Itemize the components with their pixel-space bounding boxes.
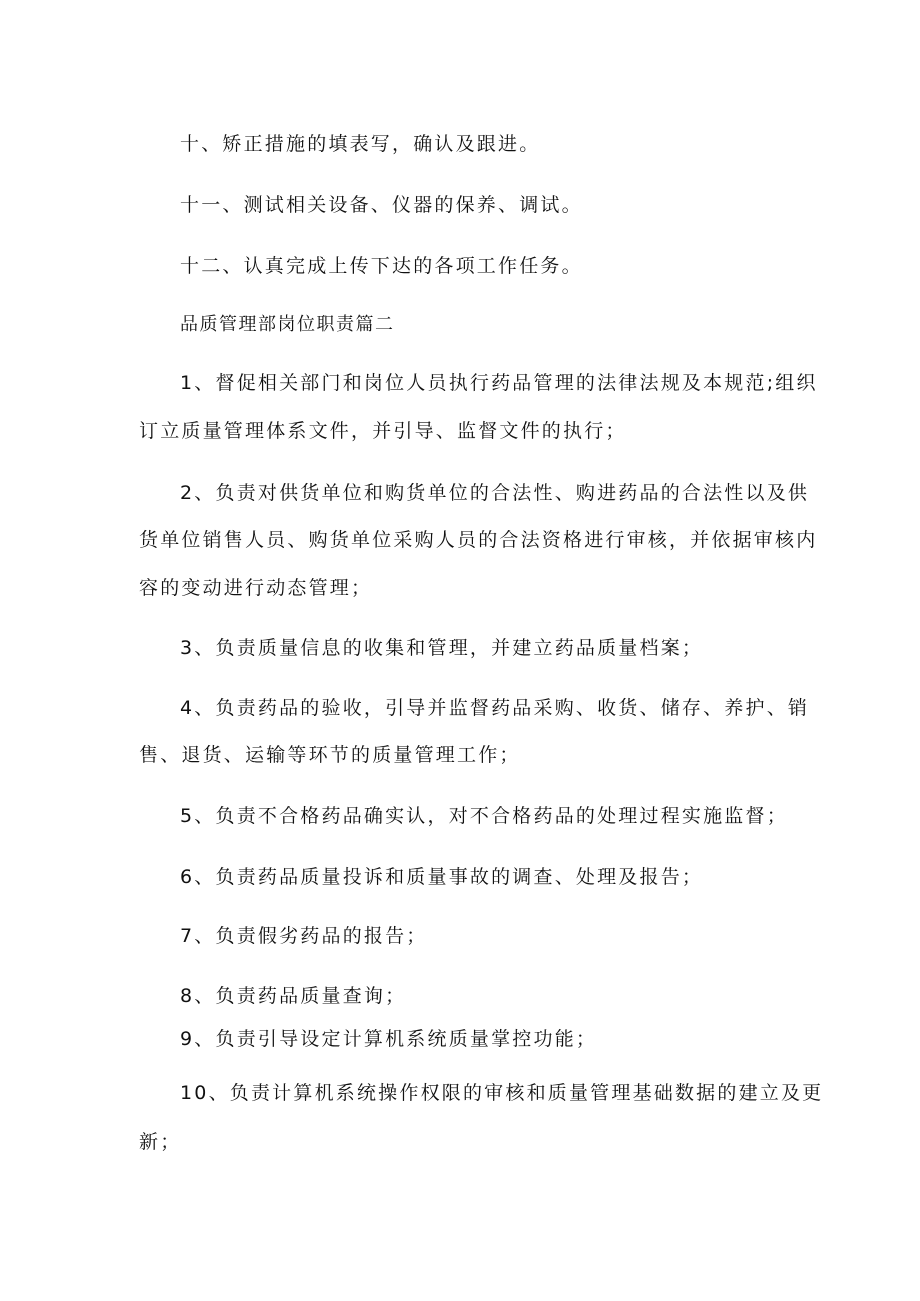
duty-5: 5、负责不合格药品确实认，对不合格药品的处理过程实施监督； (180, 805, 788, 827)
duty-1-line-1: 1、督促相关部门和岗位人员执行药品管理的法律法规及本规范;组织 (180, 372, 818, 394)
duty-1-line-2: 订立质量管理体系文件，并引导、监督文件的执行； (139, 420, 627, 442)
duty-9: 9、负责引导设定计算机系统质量掌控功能； (180, 1028, 598, 1050)
duty-10-line-1: 10、负责计算机系统操作权限的审核和质量管理基础数据的建立及更 (180, 1082, 824, 1104)
duty-4-line-2: 售、退货、运输等环节的质量管理工作； (139, 744, 521, 766)
duty-2-line-1: 2、负责对供货单位和购货单位的合法性、购进药品的合法性以及供 (180, 482, 810, 504)
section-heading: 品质管理部岗位职责篇二 (180, 314, 395, 335)
duty-10-line-2: 新； (139, 1131, 182, 1153)
item-10: 十、矫正措施的填表写，确认及跟进。 (180, 133, 541, 155)
duty-6: 6、负责药品质量投诉和质量事故的调查、处理及报告； (180, 866, 704, 888)
duty-8: 8、负责药品质量查询； (180, 985, 407, 1007)
duty-7: 7、负责假劣药品的报告； (180, 925, 428, 947)
item-11: 十一、测试相关设备、仪器的保养、调试。 (180, 194, 583, 216)
duty-4-line-1: 4、负责药品的验收，引导并监督药品采购、收货、储存、养护、销 (180, 697, 810, 719)
duty-2-line-3: 容的变动进行动态管理； (139, 577, 373, 599)
item-12: 十二、认真完成上传下达的各项工作任务。 (180, 255, 583, 277)
duty-2-line-2: 货单位销售人员、购货单位采购人员的合法资格进行审核，并依据审核内 (139, 529, 818, 551)
duty-3: 3、负责质量信息的收集和管理，并建立药品质量档案； (180, 637, 704, 659)
